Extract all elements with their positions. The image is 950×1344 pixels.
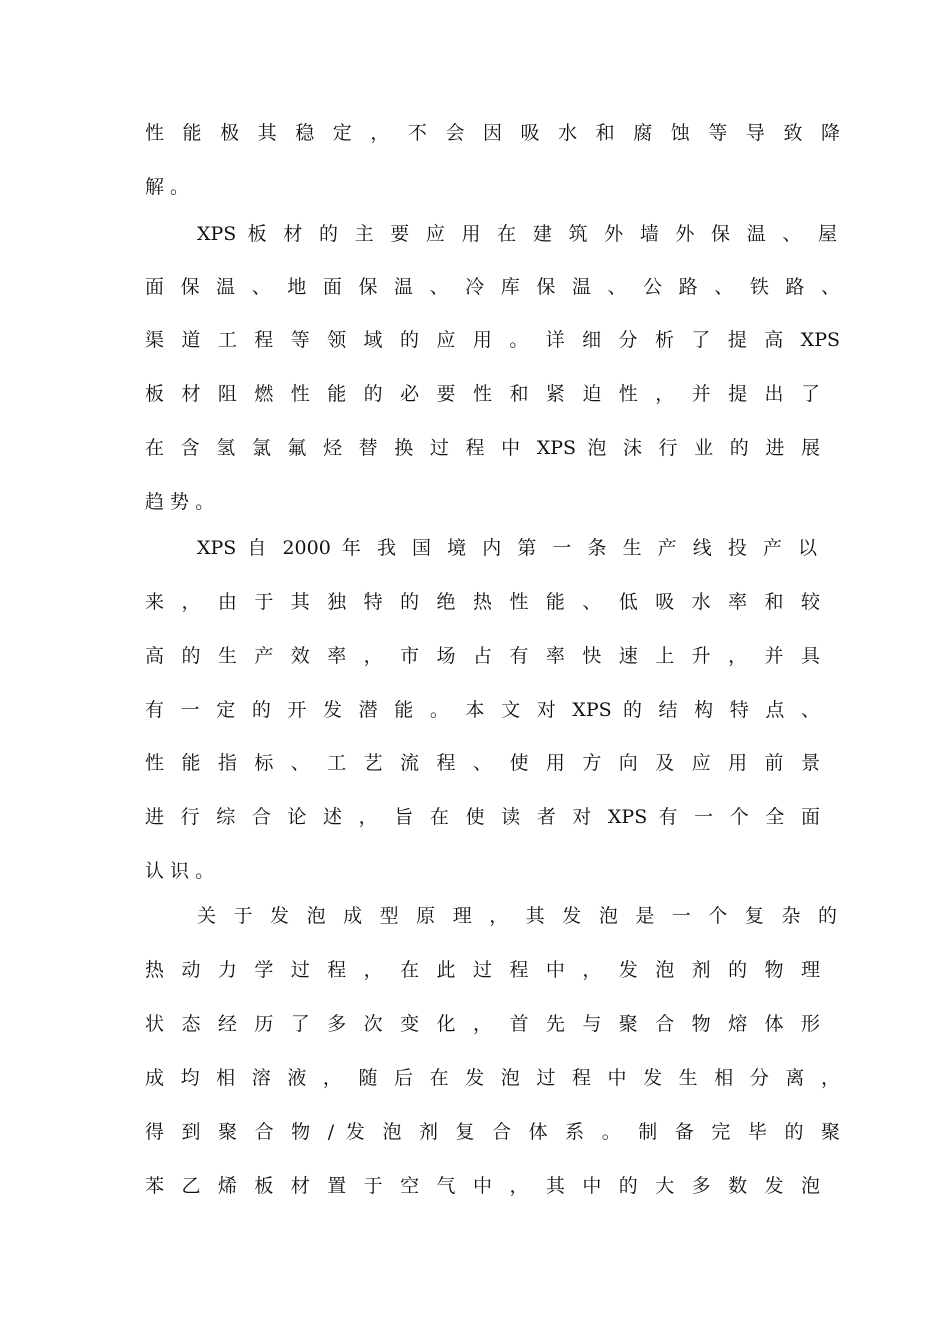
paragraph-first-line xyxy=(197,219,837,249)
text-line xyxy=(145,856,840,886)
text-line xyxy=(145,379,840,409)
text-line-content: 热 动 力 学 过 程 ， 在 此 过 程 中 ， 发 泡 剂 的 物 理 xyxy=(145,959,820,981)
text-line xyxy=(145,433,840,463)
text-line-content: 渠 道 工 程 等 领 域 的 应 用 。 详 细 分 析 了 提 高 XPS xyxy=(145,329,840,351)
text-line xyxy=(145,1171,840,1201)
text-line-content: 高 的 生 产 效 率 ， 市 场 占 有 率 快 速 上 升 ， 并 具 xyxy=(145,645,820,667)
paragraph-first-line xyxy=(197,533,837,563)
text-line xyxy=(145,172,840,202)
text-line-content: 苯 乙 烯 板 材 置 于 空 气 中 ， 其 中 的 大 多 数 发 泡 xyxy=(145,1175,820,1197)
text-line xyxy=(145,955,840,985)
text-line-content: 趋 势 。 xyxy=(145,491,215,513)
text-line-content: 认 识 。 xyxy=(145,860,215,882)
text-line xyxy=(145,1009,840,1039)
text-line-content: 得 到 聚 合 物 / 发 泡 剂 复 合 体 系 。 制 备 完 毕 的 聚 xyxy=(145,1121,840,1143)
paragraph-first-line xyxy=(197,901,837,931)
text-line-content: 进 行 综 合 论 述 ， 旨 在 使 读 者 对 XPS 有 一 个 全 面 xyxy=(145,806,820,828)
text-line xyxy=(145,641,840,671)
text-line-content: 板 材 阻 燃 性 能 的 必 要 性 和 紧 迫 性 ， 并 提 出 了 xyxy=(145,383,820,405)
text-line xyxy=(145,1063,840,1093)
text-line-content: 成 均 相 溶 液 ， 随 后 在 发 泡 过 程 中 发 生 相 分 离 ， xyxy=(145,1067,840,1089)
text-line-content: 有 一 定 的 开 发 潜 能 。 本 文 对 XPS 的 结 构 特 点 、 xyxy=(145,699,820,721)
text-line xyxy=(145,695,840,725)
text-line-content: 状 态 经 历 了 多 次 变 化 ， 首 先 与 聚 合 物 熔 体 形 xyxy=(145,1013,820,1035)
text-line xyxy=(145,748,840,778)
text-line xyxy=(145,118,840,148)
text-line-content: 面 保 温 、 地 面 保 温 、 冷 库 保 温 、 公 路 、 铁 路 、 xyxy=(145,276,840,298)
text-line xyxy=(145,1117,840,1147)
text-line-content: 来 ， 由 于 其 独 特 的 绝 热 性 能 、 低 吸 水 率 和 较 xyxy=(145,591,820,613)
text-line xyxy=(145,487,840,517)
text-line-content: 在 含 氢 氯 氟 烃 替 换 过 程 中 XPS 泡 沫 行 业 的 进 展 xyxy=(145,437,820,459)
text-line xyxy=(145,802,840,832)
text-line-content: XPS 板 材 的 主 要 应 用 在 建 筑 外 墙 外 保 温 、 屋 xyxy=(197,223,837,245)
text-line xyxy=(145,272,840,302)
text-line-content: XPS 自 2000 年 我 国 境 内 第 一 条 生 产 线 投 产 以 xyxy=(197,537,817,559)
text-line xyxy=(145,587,840,617)
text-line-content: 解 。 xyxy=(145,176,190,198)
text-line-content: 关 于 发 泡 成 型 原 理 ， 其 发 泡 是 一 个 复 杂 的 xyxy=(197,905,837,927)
text-line-content: 性 能 指 标 、 工 艺 流 程 、 使 用 方 向 及 应 用 前 景 xyxy=(145,752,820,774)
text-line xyxy=(145,325,840,355)
text-line-content: 性 能 极 其 稳 定 ， 不 会 因 吸 水 和 腐 蚀 等 导 致 降 xyxy=(145,122,840,144)
